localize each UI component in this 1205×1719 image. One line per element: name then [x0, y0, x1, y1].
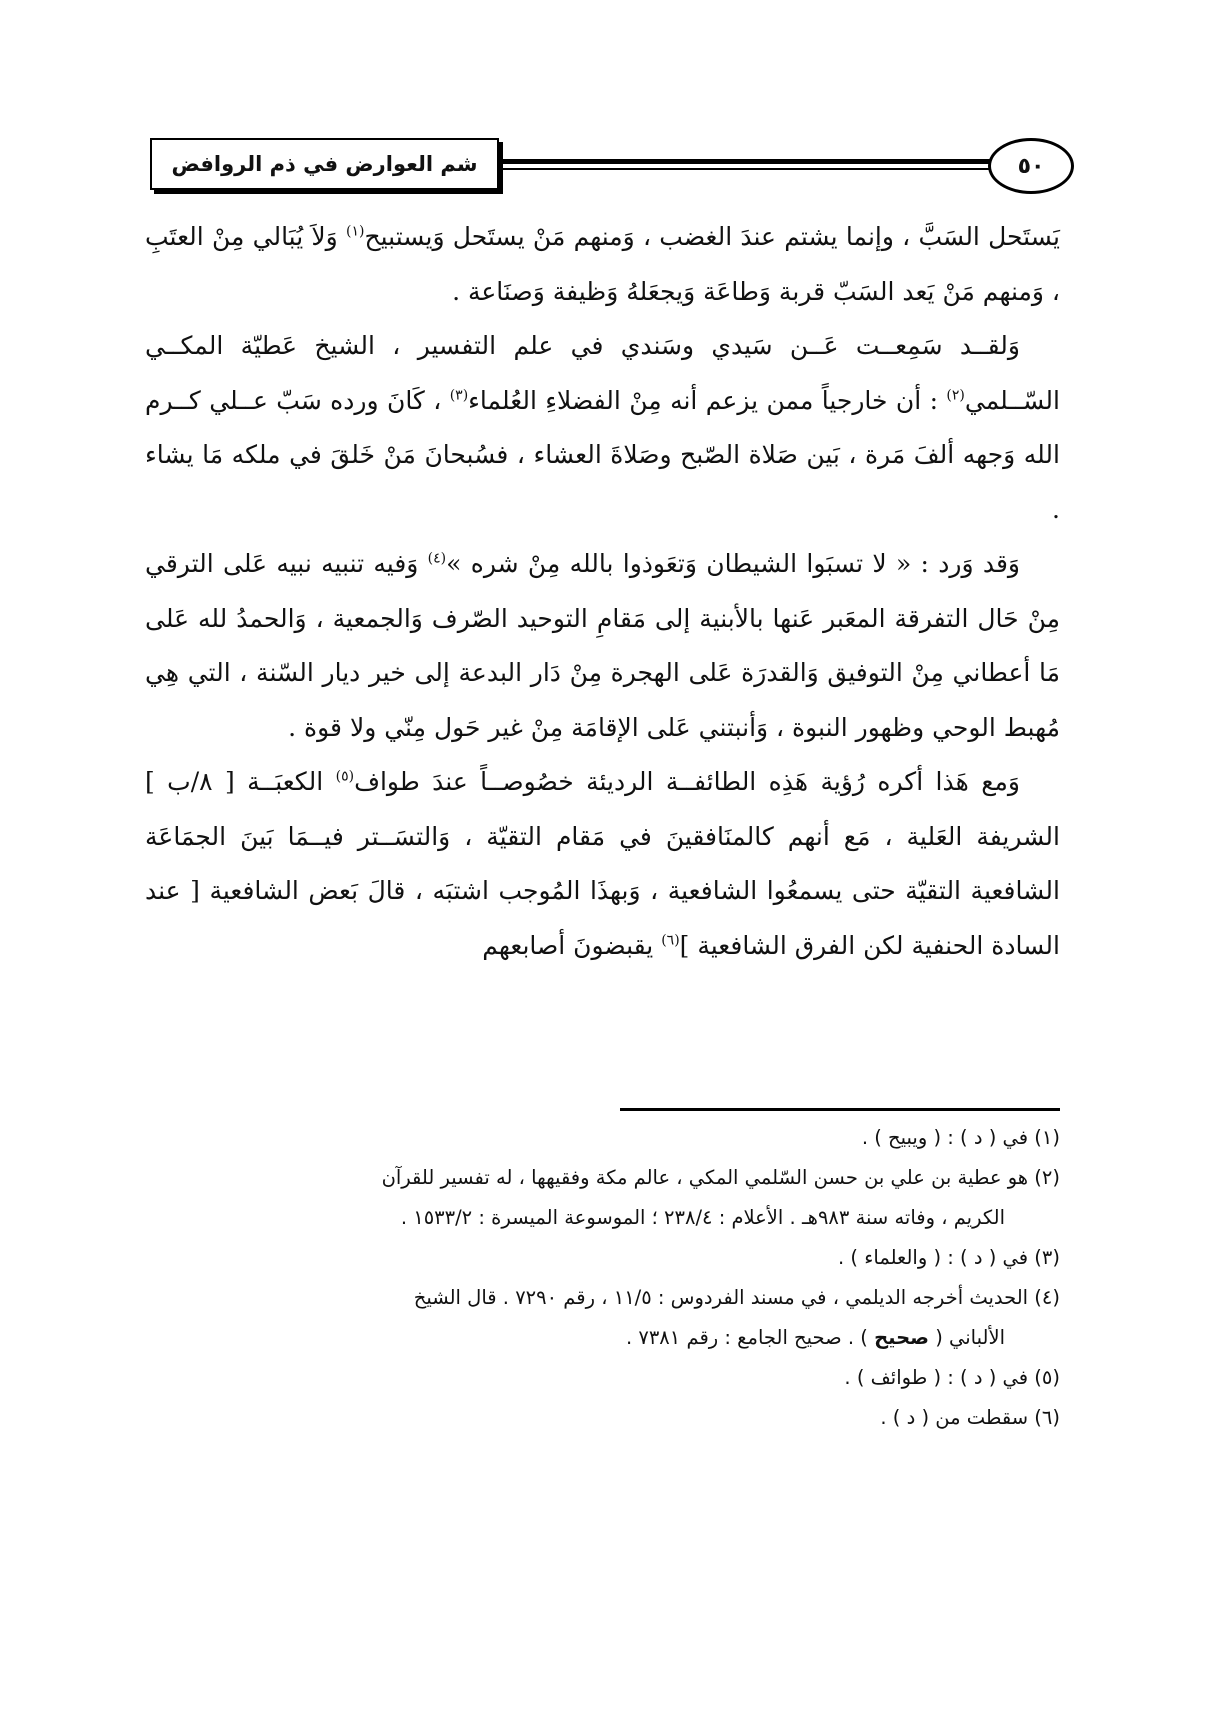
footnote-number: (٦)	[1034, 1406, 1060, 1429]
paragraph-text: يقبضونَ أصابعهم	[482, 930, 662, 960]
paragraph-1	[145, 210, 1060, 319]
footnote-3	[145, 1238, 1060, 1278]
footnote-ref-3: (٣)	[449, 387, 469, 404]
paragraph-text: : أن خارجياً ممن يزعم أنه مِنْ الفضلاءِ العُلماء	[468, 385, 947, 415]
header-rule-thin	[502, 168, 990, 170]
footnote-number: (١)	[1034, 1126, 1060, 1149]
paragraph-text: وَفيه تنبيه نبيه عَلى الترقي مِنْ حَال التفرقة المعَبر عَنها بالأبنية إلى مَقامِ التوحيد الصّرف وَالجمعية ، وَالحمدُ لله عَلى مَا أعطاني مِنْ التوفيق وَالقدرَة عَلى الهجرة مِنْ دَار البدعة إلى خير ديار السّنة ، التي هِي مُهبط الوحي وظهور النبوة ، وَأنبتني عَلى الإقامَة مِنْ غير حَول مِنّي ولا قوة .	[145, 549, 1060, 742]
footnote-text: الألباني (	[929, 1326, 1005, 1349]
paragraph-text: وَلقــد سَمِعــت عَــن سَيدي وسَندي في علم التفسير ، الشيخ عَطيّة المكــي السّــلمي	[145, 331, 1060, 415]
header-rule-thick	[502, 159, 990, 164]
footnote-number: (٢)	[1034, 1166, 1060, 1189]
footnote-continuation	[145, 1318, 1060, 1358]
paragraph-2	[145, 319, 1060, 537]
footnote-number: (٥)	[1034, 1366, 1060, 1389]
footnote-ref-6: (٦)	[661, 932, 680, 949]
paragraph-3	[145, 537, 1060, 755]
footnote-4	[145, 1278, 1060, 1358]
page-number: ٥٠	[988, 138, 1074, 194]
footnote-1	[145, 1118, 1060, 1158]
paragraph-text: وَلاَ يُبَالي مِنْ العتَبِ ، وَمنهم مَنْ يَعد السَبّ قربة وَطاعَة وَيجعَلهُ وَظيفة وَصنَاعة .	[145, 222, 1060, 306]
footnote-text: سقطت من ( د ) .	[880, 1406, 1029, 1429]
footnote-6	[145, 1398, 1060, 1438]
paragraph-text: وَقد وَرد : « لا تسبَوا الشيطان وَتعَوذوا بالله مِنْ شره »	[446, 549, 1020, 578]
footnote-separator	[620, 1108, 1060, 1111]
paragraph-4	[145, 755, 1060, 973]
footnote-number: (٣)	[1034, 1246, 1060, 1269]
hadith-grade: صحيح	[874, 1326, 929, 1349]
footnote-text: هو عطية بن علي بن حسن السّلمي المكي ، عالم مكة وفقيهها ، له تفسير للقرآن	[381, 1166, 1029, 1189]
footnote-5	[145, 1358, 1060, 1398]
footnote-ref-2: (٢)	[946, 387, 965, 404]
footnotes	[145, 1118, 1060, 1438]
footnote-text: في ( د ) : ( والعلماء ) .	[838, 1246, 1029, 1269]
footnote-continuation: الكريم ، وفاته سنة ٩٨٣هـ . الأعلام : ٢٣٨/٤ ؛ الموسوعة الميسرة : ١٥٣٣/٢ .	[400, 1206, 1005, 1229]
footnote-text: في ( د ) : ( طوائف ) .	[844, 1366, 1029, 1389]
page-header	[150, 130, 1090, 200]
paragraph-text: الكعبَــة [ ٨/ب ] الشريفة العَلية ، مَع أنهم كالمنَافقينَ في مَقام التقيّة ، وَالتسَــتر فيــمَا بَينَ الجمَاعَة الشافعية التقيّة حتى يسمعُوا الشافعية ، وَبهذَا المُوجب اشتبَه ، قالَ بَعض الشافعية [ عند السادة الحنفية لكن الفرق الشافعية ]	[145, 767, 1060, 960]
footnote-ref-5: (٥)	[335, 768, 355, 785]
footnote-ref-1: (١)	[346, 223, 365, 240]
paragraph-text: وَمع هَذا أكره رُؤية هَذِه الطائفــة الرديئة خصُوصــاً عندَ طواف	[354, 767, 1020, 796]
footnote-text: في ( د ) : ( ويبيح ) .	[861, 1126, 1029, 1149]
footnote-text: ) . صحيح الجامع : رقم ٧٣٨١ .	[625, 1326, 875, 1349]
running-title: شم العوارض في ذم الروافض	[150, 138, 499, 190]
footnote-2	[145, 1158, 1060, 1238]
footnote-text: الحديث أخرجه الديلمي ، في مسند الفردوس : ١١/٥ ، رقم ٧٢٩٠ . قال الشيخ	[413, 1286, 1029, 1309]
footnote-ref-4: (٤)	[427, 550, 447, 567]
paragraph-text: ، كَانَ ورده سَبّ عــلي كــرم الله وَجهه ألفَ مَرة ، بَين صَلاة الصّبح وصَلاةَ العشاء ، فسُبحانَ مَنْ خَلقَ في ملكه مَا يشاء .	[145, 385, 1060, 524]
footnote-number: (٤)	[1034, 1286, 1060, 1309]
main-text	[145, 210, 1060, 973]
paragraph-text: يَستَحل السَبَّ ، وإنما يشتم عندَ الغضب ، وَمنهم مَنْ يستَحل وَيستبيح	[364, 222, 1060, 251]
